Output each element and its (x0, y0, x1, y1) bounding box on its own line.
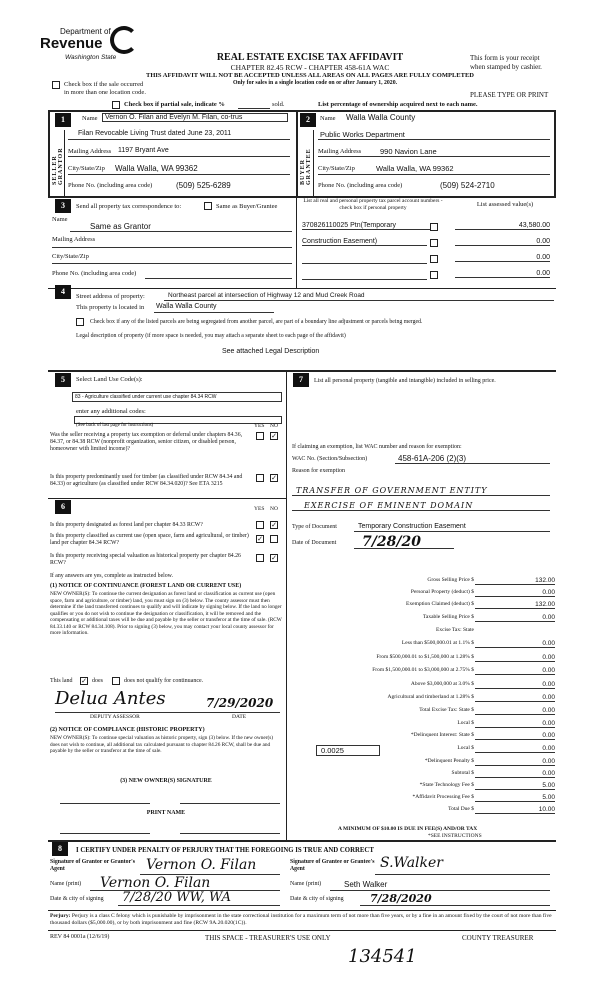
sec5-q1: Was the seller receiving a property tax exemption or deferral under chapters 84.36, 84.37, or 84.38 RCW (nonprofit organization, senior citizen, or disabled person, homeowner with limited income)? (50, 432, 243, 452)
logo-swoosh-icon (110, 26, 138, 54)
dept-line3: Washington State (65, 54, 117, 61)
street-value[interactable]: Northeast parcel at intersection of Highway 12 and Mud Creek Road (168, 292, 365, 299)
grantor-print-name[interactable]: Vernon O. Filan (100, 875, 211, 891)
section-5-number: 5 (55, 373, 71, 387)
send-tax-label: Send all property tax correspondence to: (76, 203, 182, 210)
tax-row-amount[interactable]: 0.00 (475, 770, 555, 778)
section-8-number: 8 (52, 842, 68, 856)
tax-row-label: *State Technology Fee $ (419, 782, 474, 788)
assessor-date[interactable]: 7/29/2020 (206, 696, 274, 710)
tax-row-amount[interactable]: 0.00 (475, 732, 555, 740)
assessed-value[interactable]: 0.00 (455, 270, 550, 278)
tax-row-label: Local $ (457, 720, 474, 726)
tax-row-label: Personal Property (deduct) $ (410, 589, 474, 595)
sec3-city-label: City/State/Zip (52, 253, 89, 260)
section-3-number: 3 (55, 199, 71, 213)
sec3-phone-label: Phone No. (including area code) (52, 270, 137, 277)
ownership-note: List percentage of ownership acquired next to each name. (318, 101, 478, 108)
sales-note: Only for sales in a single location code on or after January 1, 2020. (232, 80, 398, 86)
tax-row-amount[interactable]: 0.00 (475, 720, 555, 728)
sec6-q1-no-checkbox[interactable]: ✓ (271, 521, 277, 529)
wac-value[interactable]: 458-61A-206 (2)(3) (398, 454, 467, 463)
sec5-q2-yes-checkbox[interactable] (256, 474, 264, 482)
grantee-date-city[interactable]: 7/28/2020 (370, 892, 432, 905)
reason-label: Reason for exemption (292, 468, 345, 474)
name-print-label-grantor: Name (print) (50, 881, 82, 887)
tax-row (290, 681, 560, 692)
doc-type-label: Type of Document (292, 524, 337, 530)
seller-name-label: Name (82, 115, 98, 122)
parcel-number[interactable] (302, 270, 427, 280)
see-back-note: (See back of last page for instructions) (76, 423, 154, 428)
tax-row (290, 601, 560, 612)
sig-grantee-label: Signature of Grantee or Grantee's Agent (290, 859, 375, 872)
tax-row-amount[interactable]: 0.00 (475, 654, 555, 662)
reason-line2[interactable]: EXERCISE OF EMINENT DOMAIN (304, 501, 474, 510)
seller-phone[interactable]: (509) 525-6289 (176, 181, 231, 190)
sec6-q3: Is this property receiving special valuation as historical property per chapter 84.26 RCW? (50, 553, 241, 566)
tax-row-amount[interactable]: 0.00 (475, 589, 555, 597)
sec6-q3-yes-checkbox[interactable] (256, 554, 264, 562)
assessed-value[interactable]: 43,580.00 (455, 222, 550, 230)
personal-property-checkbox[interactable] (430, 239, 438, 247)
sec3-name-label: Name (52, 216, 68, 223)
doc-date-value[interactable]: 7/28/20 (362, 534, 421, 550)
multi-loc-text1: Check box if the sale occurred (64, 81, 144, 88)
assessor-signature[interactable]: Delua Antes (55, 688, 166, 709)
tax-row-label: Subtotal $ (451, 770, 474, 776)
notice-continuance-title: (1) NOTICE OF CONTINUANCE (FOREST LAND OR CURRENT USE) (50, 583, 242, 589)
sec6-q1: Is this property designated as forest land per chapter 84.33 RCW? (50, 522, 203, 528)
parcel-number[interactable] (302, 254, 427, 264)
tax-row (290, 794, 560, 805)
stamp-number: 134541 (348, 946, 417, 967)
sec6-q2-yes-checkbox[interactable]: ✓ (257, 535, 263, 543)
tax-row (290, 694, 560, 705)
form-warning: THIS AFFIDAVIT WILL NOT BE ACCEPTED UNLESS ALL AREAS ON ALL PAGES ARE FULLY COMPLETED (146, 72, 474, 79)
tax-row-label: Taxable Selling Price $ (422, 614, 474, 620)
sig-grantor-label: Signature of Grantor or Grantor's Agent (50, 859, 136, 872)
receipt-note2: when stamped by cashier. (470, 63, 542, 71)
tax-row-label: *Delinquent Penalty $ (424, 758, 474, 764)
tax-row (290, 806, 560, 817)
multi-location-checkbox[interactable] (52, 81, 60, 89)
print-name-label: PRINT NAME (146, 810, 186, 816)
grantee-signature[interactable]: S.Walker (380, 855, 443, 871)
parcel-number[interactable]: 370826110025 Ptn(Temporary (302, 222, 430, 230)
tax-row (290, 770, 560, 781)
form-subtitle: CHAPTER 82.45 RCW - CHAPTER 458-61A WAC (230, 63, 390, 72)
personal-property-checkbox[interactable] (430, 255, 438, 263)
section-4-number: 4 (55, 285, 71, 299)
sec6-q2: Is this property classified as current use (open space, farm and agricultural, or timber) land per chapter 84.34 RCW? (50, 533, 249, 546)
multi-loc-text2: in more than one location code. (64, 89, 146, 96)
tax-row-amount[interactable]: 0.00 (475, 707, 555, 715)
tax-row-label: Total Excise Tax: State $ (419, 707, 474, 713)
sec6-q1-yes-checkbox[interactable] (256, 521, 264, 529)
sec3-mail-label: Mailing Address (52, 236, 96, 243)
tax-row (290, 627, 560, 638)
dept-line2: Revenue (40, 35, 103, 52)
partial-sale-text: Check box if partial sale, indicate % (124, 101, 225, 108)
form-title: REAL ESTATE EXCISE TAX AFFIDAVIT (216, 52, 404, 63)
land-does-checkbox[interactable]: ✓ (81, 677, 87, 685)
sec6-q2-no-checkbox[interactable] (270, 535, 278, 543)
tax-row-amount[interactable]: 0.00 (475, 681, 555, 689)
parcel-number[interactable]: Construction Easement) (302, 238, 427, 246)
same-as-buyer-checkbox[interactable] (204, 202, 212, 210)
tax-row-amount[interactable]: 0.00 (475, 640, 555, 648)
tax-row-amount[interactable]: 132.00 (475, 577, 555, 585)
seller-side-label: SELLER GRANTOR (52, 147, 64, 185)
tax-row-amount[interactable]: 132.00 (475, 601, 555, 609)
buyer-side-label: BUYER GRANTEE (300, 148, 312, 185)
tax-row-amount[interactable]: 10.00 (475, 806, 555, 814)
tax-row-label: Gross Selling Price $ (427, 577, 474, 583)
this-land-text: This land (50, 678, 73, 684)
buyer-mail[interactable]: 990 Navion Lane (380, 147, 437, 156)
tax-row (290, 577, 560, 588)
grantor-signature[interactable]: Vernon O. Filan (146, 857, 257, 873)
seller-city-label: City/State/Zip (68, 165, 105, 172)
section-6-number: 6 (55, 500, 71, 514)
section-1-number: 1 (55, 113, 71, 127)
no-header-6: NO (270, 506, 278, 512)
located-label: This property is located in (76, 304, 145, 311)
tax-row-amount[interactable]: 5.00 (475, 782, 555, 790)
dept-line1: Department of (60, 27, 111, 36)
buyer-phone-label: Phone No. (including area code) (318, 182, 403, 189)
located-value[interactable]: Walla Walla County (156, 303, 217, 310)
date-city-label-grantee: Date & city of signing (290, 896, 344, 902)
personal-property-label: List all personal property (tangible and intangible) included in selling price. (314, 378, 496, 384)
tax-row-label: *Affidavit Processing Fee $ (412, 794, 474, 800)
assessed-header: List assessed value(s) (476, 201, 534, 208)
grantor-date-city[interactable]: 7/28/20 WW, WA (122, 890, 232, 905)
sec5-q2-no-checkbox[interactable]: ✓ (271, 474, 277, 482)
treasurer-use: THIS SPACE - TREASURER'S USE ONLY (205, 934, 331, 942)
sold-text: sold. (272, 101, 285, 108)
sec3-name[interactable]: Same as Grantor (90, 222, 151, 231)
certify-statement: I CERTIFY UNDER PENALTY OF PERJURY THAT THE FOREGOING IS TRUE AND CORRECT (76, 847, 374, 854)
tax-row-label: Local $ (457, 745, 474, 751)
assessed-value[interactable]: 0.00 (455, 238, 550, 246)
land-does-not-checkbox[interactable] (112, 677, 120, 685)
tax-row-label: From $1,500,000.01 to $3,000,000 at 2.75% $ (372, 667, 474, 673)
does-not-text: does not qualify for continuance. (124, 678, 204, 684)
tax-row-amount[interactable]: 0.00 (475, 614, 555, 622)
buyer-name-label: Name (320, 115, 336, 122)
tax-row-label: From $500,000.01 to $1,500,000 at 1.28% $ (376, 654, 474, 660)
segregated-checkbox[interactable] (76, 318, 84, 326)
notice-continuance-text: NEW OWNER(S): To continue the current designation as forest land or classification as current use (open space, farm and agriculture, or timber) land, you must sign on (3) below. The county assessor must then determine if the land transferred continues to qualify and will indicate by signing below. If the land no longer qualifies or you do not wish to continue the designation or classification, it will be removed and the compensating or additional taxes will be due and payable by the seller or transferor at the time of sale. (RCW 84.33.140 or RCW 84.34.108). Prior to signing (3) below, you may contact your local county assessor for more information. (50, 591, 282, 636)
name-print-label-grantee: Name (print) (290, 881, 322, 887)
deputy-label: DEPUTY ASSESSOR (90, 714, 140, 720)
local-rate[interactable]: 0.0025 (316, 745, 380, 756)
tax-row-amount[interactable]: 0.00 (475, 758, 555, 766)
buyer-name1[interactable]: Walla Walla County (346, 113, 416, 122)
personal-property-checkbox[interactable] (430, 223, 438, 231)
perjury-note (50, 913, 554, 927)
sec5-q1-yes-checkbox[interactable] (256, 432, 264, 440)
seller-city[interactable]: Walla Walla, WA 99362 (115, 164, 198, 173)
tax-row-label: Agricultural and timberland at 1.28% $ (387, 694, 474, 700)
tax-row-label: Less than $500,000.01 at 1.1% $ (401, 640, 474, 646)
buyer-name2[interactable]: Public Works Department (320, 130, 405, 139)
date-city-label-grantor: Date & city of signing (50, 896, 104, 902)
tax-row (290, 640, 560, 651)
assessed-value[interactable]: 0.00 (455, 254, 550, 262)
tax-row-label: Above $3,000,000 at 3.0% $ (410, 681, 474, 687)
doc-date-label: Date of Document (292, 540, 337, 546)
wac-label: WAC No. (Section/Subsection) (292, 456, 368, 462)
personal-property-checkbox[interactable] (430, 271, 438, 279)
section-7-number: 7 (293, 373, 309, 387)
perjury-text: Perjury is a class C felony which is punishable by imprisonment in the state correctional institution for a maximum term of not more than five years, or by a fine in an amount fixed by the court of not more than five thousand dollars ($5,000.00), or by both imprisonment and fine (RCW 9A.20.020(1C)). (50, 913, 552, 926)
seller-phone-label: Phone No. (including area code) (68, 182, 153, 189)
see-instructions: *SEE INSTRUCTIONS (428, 833, 482, 839)
tax-row-amount[interactable]: 0.00 (475, 694, 555, 702)
sec6-q3-no-checkbox[interactable]: ✓ (271, 554, 277, 562)
date-label: DATE (232, 714, 247, 720)
please-type: PLEASE TYPE OR PRINT (470, 91, 549, 99)
tax-row-amount[interactable]: 0.00 (475, 667, 555, 675)
legal-label: Legal description of property (if more space is needed, you may attach a separate sheet to each page of the affidavit) (76, 333, 346, 339)
parcel-list-header: List all real and personal property tax parcel account numbers - check box if personal property (303, 198, 443, 211)
tax-row (290, 758, 560, 769)
tax-row (290, 667, 560, 678)
tax-row-amount[interactable]: 5.00 (475, 794, 555, 802)
segregated-text: Check box if any of the listed parcels are being segregated from another parcel, are part of a boundary line adjustment or parcels being merged. (90, 319, 423, 325)
partial-sale-checkbox[interactable] (112, 101, 120, 109)
tax-row (290, 589, 560, 600)
exemption-label: If claiming an exemption, list WAC number and reason for exemption: (292, 444, 462, 450)
seller-name2[interactable]: Filan Revocable Living Trust dated June 23, 2011 (78, 130, 232, 137)
sec5-q1-no-checkbox[interactable]: ✓ (271, 432, 277, 440)
seller-name1[interactable]: Vernon O. Filan and Evelyn M. Filan, co-trus (102, 113, 288, 122)
parcel-row (300, 268, 556, 284)
yes-header: YES (254, 423, 265, 429)
receipt-note1: This form is your receipt (470, 54, 540, 62)
buyer-mail-label: Mailing Address (318, 148, 362, 155)
parcel-row (300, 236, 556, 252)
parcel-row (300, 252, 556, 268)
buyer-city[interactable]: Walla Walla, WA 99362 (376, 164, 454, 173)
compliance-title: (2) NOTICE OF COMPLIANCE (HISTORIC PROPERTY) (50, 727, 205, 733)
county-treasurer: COUNTY TREASURER (462, 934, 534, 942)
new-owner-signature-label: (3) NEW OWNER(S) SIGNATURE (120, 778, 212, 784)
seller-mail-label: Mailing Address (68, 148, 112, 155)
tax-row (290, 732, 560, 743)
tax-row (290, 707, 560, 718)
seller-mail[interactable]: 1197 Bryant Ave (118, 147, 169, 154)
tax-row (290, 614, 560, 625)
dor-logo (40, 22, 150, 70)
rev-number: REV 84 0001a (12/6/19) (50, 934, 110, 940)
sec5-q2: Is this property predominantly used for timber (as classified under RCW 84.34 and 84.33) or agriculture (as classified under RCW 84.34.020)? See ETA 3215 (50, 474, 243, 487)
perjury-label: Perjury: (50, 913, 71, 919)
minimum-note: A MINIMUM OF $10.00 IS DUE IN FEE(S) AND/OR TAX (338, 826, 478, 832)
same-as-buyer-text: Same as Buyer/Grantee (216, 203, 278, 210)
land-use-label: Select Land Use Code(s): (76, 376, 143, 383)
land-use-select[interactable]: 83 - Agriculture classified under current use chapter 84.34 RCW (72, 392, 282, 402)
tax-row (290, 720, 560, 731)
section-2-number: 2 (300, 113, 316, 127)
tax-row-label: Excise Tax: State (435, 627, 474, 633)
compliance-text: NEW OWNER(S): To continue special valuation as historic property, sign (3) below. If the new owner(s) does not wish to continue, all additional tax calculated pursuant to chapter 84.26 RCW, shall be due and payable by the seller or transferor at the time of sale. (50, 735, 274, 754)
tax-row-amount[interactable]: 0.00 (475, 745, 555, 753)
buyer-phone[interactable]: (509) 524-2710 (440, 181, 495, 190)
street-label: Street address of property: (76, 293, 145, 300)
tax-row (290, 654, 560, 665)
no-header: NO (270, 423, 278, 429)
buyer-city-label: City/State/Zip (318, 165, 355, 172)
doc-type-value[interactable]: Temporary Construction Easement (358, 523, 466, 530)
parcel-row (300, 220, 556, 236)
legal-value[interactable]: See attached Legal Description (222, 348, 320, 355)
yes-header-6: YES (254, 506, 265, 512)
sec6-any-yes: If any answers are yes, complete as instructed below. (50, 573, 173, 579)
tax-row-label: Total Due $ (448, 806, 474, 812)
does-text: does (92, 678, 103, 684)
tax-row (290, 782, 560, 793)
tax-row-label: Exemption Claimed (deduct) $ (406, 601, 474, 607)
grantee-print-name[interactable]: Seth Walker (344, 880, 388, 889)
reason-line1[interactable]: TRANSFER OF GOVERNMENT ENTITY (296, 486, 488, 495)
tax-row-label: *Delinquent Interest: State $ (410, 732, 474, 738)
additional-codes-label: enter any additional codes: (76, 408, 146, 415)
